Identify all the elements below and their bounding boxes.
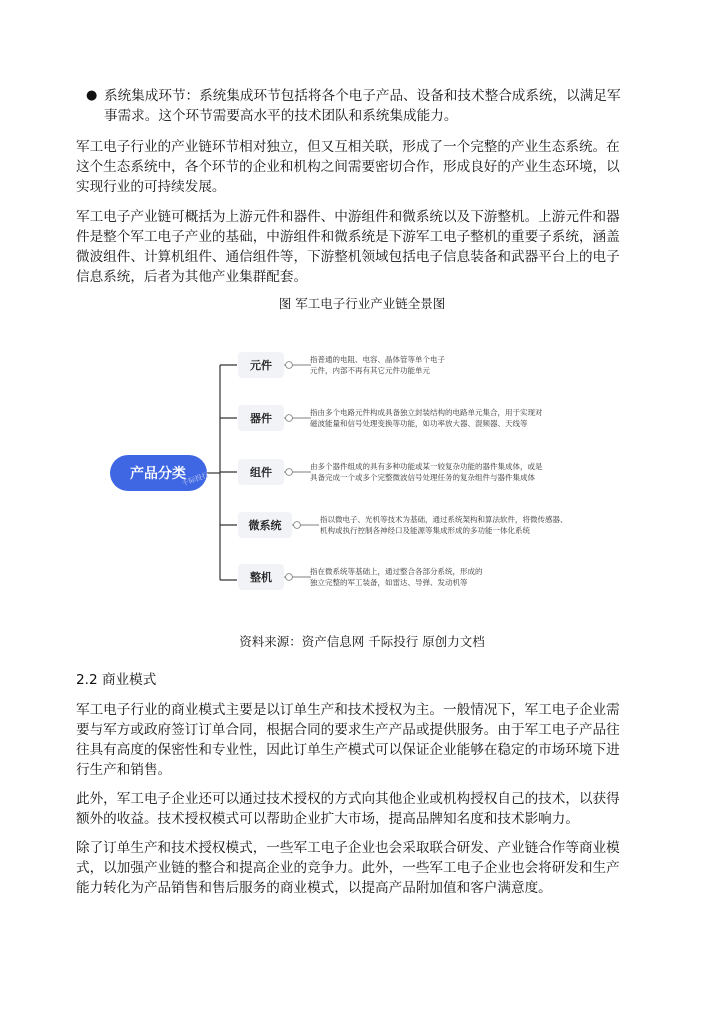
text-line: 要与军方或政府签订订单合同，根据合同的要求生产产品或提供服务。由于军工电子产品往 bbox=[76, 722, 620, 738]
node-desc-line: 独立完整的军工装备，如雷达、导弹、发动机等 bbox=[310, 578, 468, 587]
bullet-line: 系统集成环节：系统集成环节包括将各个电子产品、设备和技术整合成系统，以满足军 bbox=[104, 88, 621, 104]
node-desc-line: 元件，内部不再有其它元件功能单元 bbox=[310, 366, 430, 375]
industry-chain-diagram bbox=[105, 342, 625, 594]
text-line: 式，以加强产业链的整合和提高企业的竞争力。此外，一些军工电子企业也会将研发和生产 bbox=[76, 860, 620, 876]
text-line: 微波组件、计算机组件、通信组件等，下游整机领域包括电子信息装备和武器平台上的电子 bbox=[76, 249, 620, 265]
node-desc-line: 磁波能量和信号处理变换等功能，如功率放大器、混频器、天线等 bbox=[310, 419, 528, 428]
node-desc-line: 具备完成一个或多个完整微波信号处理任务的复杂组件与器件集成体 bbox=[310, 473, 535, 482]
text-line: 实现行业的可持续发展。 bbox=[76, 179, 226, 195]
node-label: 组件 bbox=[250, 466, 272, 479]
paragraph-business-model bbox=[76, 700, 650, 780]
text-line: 往具有高度的保密性和专业性，因此订单生产模式可以保证企业能够在稳定的市场环境下进 bbox=[76, 742, 620, 758]
node-label: 器件 bbox=[250, 412, 272, 425]
node-desc-line: 指以微电子、光机等技术为基础，通过系统架构和算法软件，将微传感器、 bbox=[320, 515, 568, 524]
connector-circle-icon bbox=[286, 415, 293, 422]
bullet-dot-icon: ● bbox=[86, 88, 98, 103]
text-line: 行生产和销售。 bbox=[76, 762, 172, 778]
text-line: 信息系统，后者为其他产业集群配套。 bbox=[76, 269, 308, 285]
node-desc-line: 机构或执行控制各神经口及能源等集成形成的多功能一体化系统 bbox=[320, 526, 530, 535]
connector-circle-icon bbox=[286, 469, 293, 476]
node-label: 微系统 bbox=[248, 519, 282, 532]
bullet-text bbox=[104, 86, 650, 126]
text-line: 能力转化为产品销售和售后服务的商业模式，以提高产品附加值和客户满意度。 bbox=[76, 880, 552, 896]
connector-circle-icon bbox=[286, 362, 293, 369]
section-heading: 2.2 商业模式 bbox=[76, 672, 157, 688]
node-desc-line: 指由多个电路元件构成具备独立封装结构的电路单元集合，用于实现对 bbox=[310, 408, 543, 417]
connector-circle-icon bbox=[294, 522, 301, 529]
text-line: 此外，军工电子企业还可以通过技术授权的方式向其他企业或机构授权自己的技术，以获得 bbox=[76, 791, 620, 807]
text-line: 军工电子行业的商业模式主要是以订单生产和技术授权为主。一般情况下，军工电子企业需 bbox=[76, 702, 620, 718]
node-desc-line: 指普通的电阻、电容、晶体管等单个电子 bbox=[310, 355, 445, 364]
node-label: 元件 bbox=[250, 359, 272, 372]
node-label: 整机 bbox=[250, 571, 272, 584]
text-line: 这个生态系统中，各个环节的企业和机构之间需要密切合作，形成良好的产业生态环境，以 bbox=[76, 159, 620, 175]
watermark: 千际投行 bbox=[180, 470, 210, 488]
text-line: 军工电子行业的产业链环节相对独立，但又互相关联，形成了一个完整的产业生态系统。在 bbox=[76, 139, 620, 155]
figure-source: 资料来源：资产信息网 千际投行 原创力文档 bbox=[239, 634, 485, 649]
connector-circle-icon bbox=[286, 574, 293, 581]
paragraph-ecosystem bbox=[76, 137, 650, 197]
text-line: 军工电子产业链可概括为上游元件和器件、中游组件和微系统以及下游整机。上游元件和器 bbox=[76, 209, 620, 225]
paragraph-industry-chain bbox=[76, 207, 650, 287]
mind-map-svg bbox=[105, 342, 625, 594]
text-line: 除了订单生产和技术授权模式，一些军工电子企业也会采取联合研发、产业链合作等商业模 bbox=[76, 840, 620, 856]
root-label: 产品分类 bbox=[130, 466, 186, 482]
figure-caption: 图 军工电子行业产业链全景图 bbox=[278, 296, 446, 311]
node-desc-line: 由多个器件组成的具有多种功能或某一较复杂功能的器件集成体，或是 bbox=[310, 462, 543, 471]
node-desc-line: 指在微系统等基础上，通过整合各部分系统，形成的 bbox=[310, 567, 483, 576]
paragraph-other-models bbox=[76, 838, 650, 898]
paragraph-tech-licensing bbox=[76, 789, 650, 829]
text-line: 额外的收益。技术授权模式可以帮助企业扩大市场，提高品牌知名度和技术影响力。 bbox=[76, 811, 579, 827]
bullet-line: 事需求。这个环节需要高水平的技术团队和系统集成能力。 bbox=[104, 108, 458, 124]
text-line: 件是整个军工电子产业的基础，中游组件和微系统是下游军工电子整机的重要子系统，涵盖 bbox=[76, 229, 620, 245]
